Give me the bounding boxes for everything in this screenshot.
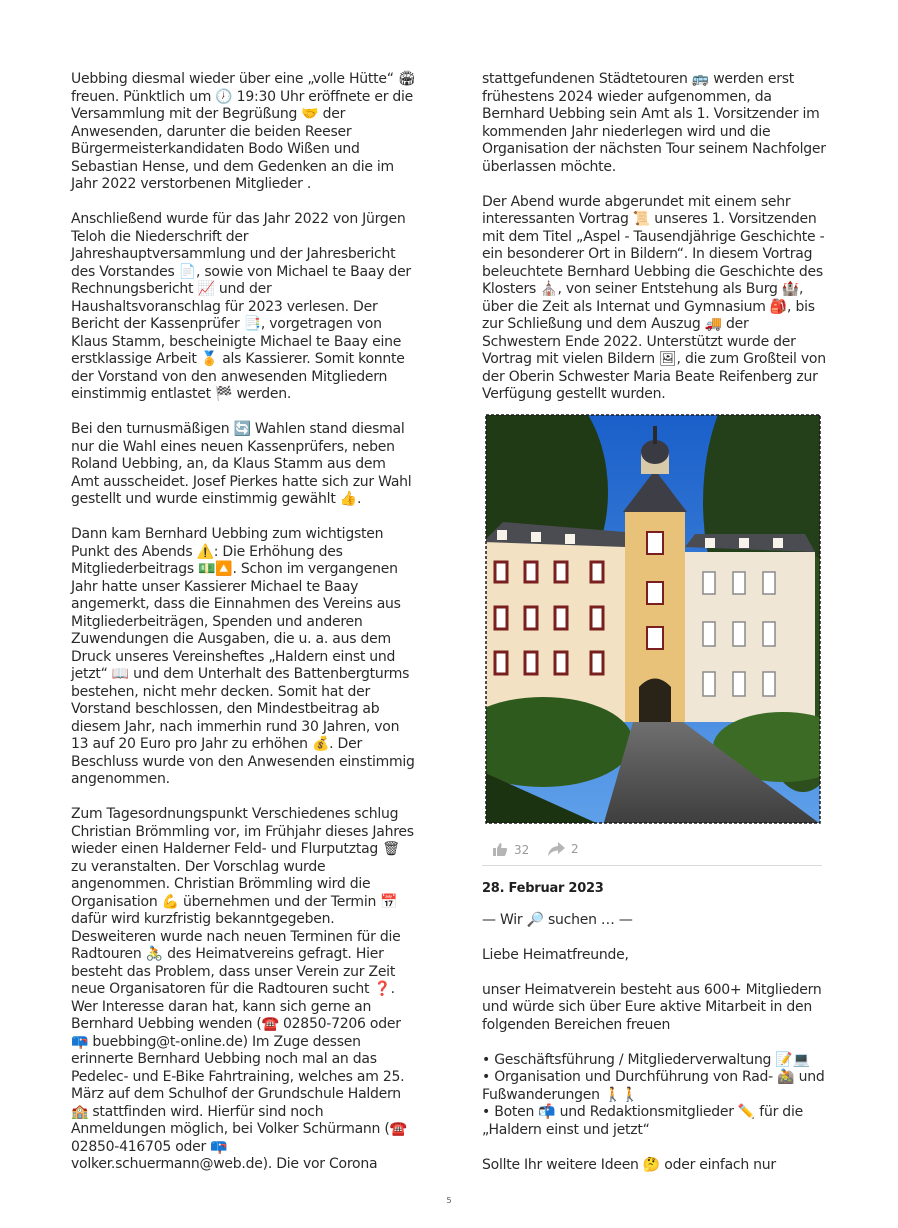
post-wir-suchen <box>482 880 827 1192</box>
share-button[interactable] <box>548 842 579 856</box>
thumbs-up-icon <box>492 842 508 857</box>
paragraph-mitgliederbeitrag: Dann kam Bernhard Uebbing zum wichtigsten Punkt des Abends ⚠️: Die Erhöhung des Mitgliederbeitrags 💵🔼. Schon im vergangenen Jahr hatte unser Kassierer Michael te Baay angemerkt, dass die Einnahmen des Vereins aus Mitgliederbeiträgen, Spenden und anderen Zuwendungen die Ausgaben, die u. a. aus dem Druck unseres Vereinsheftes „Haldern einst und jetzt“ 📖 und dem Unterhalt des Battenbergturms bestehen, nicht mehr decken. Somit hat der Vorstand beschlossen, den Mindestbeitrag ab diesem Jahr, nach immerhin rund 30 Jahren, von 13 auf 20 Euro pro Jahr zu erhöhen 💰. Der Beschluss wurde von den Anwesenden einstimmig angenommen. <box>71 526 415 787</box>
share-arrow-icon <box>548 842 565 856</box>
list-item: • Boten 📬 und Redaktionsmitglieder ✏️ für die „Haldern einst und jetzt“ <box>482 1104 803 1138</box>
post-date: 28. Februar 2023 <box>482 881 604 896</box>
list-item: • Geschäftsführung / Mitgliederverwaltung 📝💻 <box>482 1051 810 1068</box>
post-intro: unser Heimatverein besteht aus 600+ Mitgliedern und würde sich über Eure aktive Mitarbeit in den folgenden Bereichen freuen <box>482 981 822 1033</box>
paragraph-verschiedenes: Zum Tagesordnungspunkt Verschiedenes schlug Christian Brömmling vor, im Frühjahr dieses Jahres wieder einen Halderner Feld- und Flurputztag 🗑 zu veranstalten. Der Vorschlag wurde angenommen. Christian Brömmling wird die Organisation 💪 übernehmen und der Termin 📅 dafür wird kurzfristig bekanntgegeben. Desweiteren wurde nach neuen Terminen für die Radtouren 🚴 des Heimatvereins gefragt. Hier besteht das Problem, dass unser Verein zur Zeit neue Organisatoren für die Radtouren sucht ❓. Wer Interesse daran hat, kann sich gerne an Bernhard Uebbing wenden (☎️ 02850-7206 oder 📪 buebbing@t-online.de) Im Zuge dessen erinnerte Bernhard Uebbing noch mal an das Pedelec- und E-Bike Fahrtraining, welches am 25. März auf dem Schulhof der Grundschule Haldern 🏫 stattfinden wird. Hierfür sind noch Anmeldungen möglich, bei Volker Schürmann (☎️ 02850-416705 oder 📪 volker.schuermann@web.de). Die vor Corona <box>71 806 414 1172</box>
post-greeting: Liebe Heimatfreunde, <box>482 946 629 963</box>
page-number: 5 <box>446 1196 452 1205</box>
paragraph-volle-huette: Uebbing diesmal wieder über eine „volle Hütte“ 🏟 freuen. Pünktlich um 🕖 19:30 Uhr eröffnete er die Versammlung mit der Begrüßung 🤝 der Anwesenden, darunter die beiden Reeser Bürgermeisterkandidaten Bodo Wißen und Sebastian Hense, und dem Gedenken an die im Jahr 2022 verstorbenen Mitglieder . <box>71 71 416 192</box>
left-column <box>71 71 416 1191</box>
list-item: • Organisation und Durchführung von Rad- 🚵 und Fußwanderungen 🚶🚶 <box>482 1069 825 1103</box>
paragraph-vortrag: Der Abend wurde abgerundet mit einem sehr interessanten Vortrag 📜 unseres 1. Vorsitzenden mit dem Titel „Aspel - Tausendjährige Geschichte - ein besonderer Ort in Bildern“. In diesem Vortrag beleuchtete Bernhard Uebbing die Geschichte des Klosters ⛪, von seiner Entstehung als Burg 🏰, über die Zeit als Internat und Gymnasium 🎒, bis zur Schließung und dem Auszug 🚚 der Schwestern Ende 2022. Unterstützt wurde der Vortrag mit vielen Bildern 🖼, die zum Großteil von der Oberin Schwester Maria Beate Reifenberg zur Verfügung gestellt wurden. <box>482 193 826 402</box>
paragraph-staedtetouren: stattgefundenen Städtetouren 🚌 werden erst frühestens 2024 wieder aufgenommen, da Bernhard Uebbing sein Amt als 1. Vorsitzender im kommenden Jahr niederlegen wird und die Organisation der nächsten Tour seinem Nachfolger überlassen möchte. <box>482 71 826 175</box>
post-headline: — Wir 🔎 suchen … — <box>482 911 633 928</box>
post-list <box>482 1052 827 1140</box>
paragraph-jahresbericht: Anschließend wurde für das Jahr 2022 von Jürgen Teloh die Niederschrift der Jahreshauptversammlung und der Jahresbericht des Vorstandes 📄, sowie von Michael te Baay der Rechnungsbericht 📈 und der Haushaltsvoranschlag für 2023 verlesen. Der Bericht der Kassenprüfer 📑, vorgetragen von Klaus Stamm, bescheinigte Michael te Baay eine erstklassige Arbeit 🏅 als Kassierer. Somit konnte der Vorstand von den anwesenden Mitgliedern einstimmig entlastet 🏁 werden. <box>71 211 411 402</box>
right-column <box>482 71 827 421</box>
kloster-aspel-photo <box>483 412 823 826</box>
share-count: 2 <box>571 842 579 856</box>
paragraph-wahlen: Bei den turnusmäßigen 🔄 Wahlen stand diesmal nur die Wahl eines neuen Kassenprüfers, neben Roland Uebbing, an, da Klaus Stamm aus dem Amt ausscheidet. Josef Pierkes hatte sich zur Wahl gestellt und wurde einstimmig gewählt 👍. <box>71 421 412 507</box>
like-button[interactable] <box>492 842 529 857</box>
reactions-bar <box>482 838 822 866</box>
post-closing: Sollte Ihr weitere Ideen 🤔 oder einfach nur <box>482 1156 776 1173</box>
like-count: 32 <box>514 842 530 857</box>
